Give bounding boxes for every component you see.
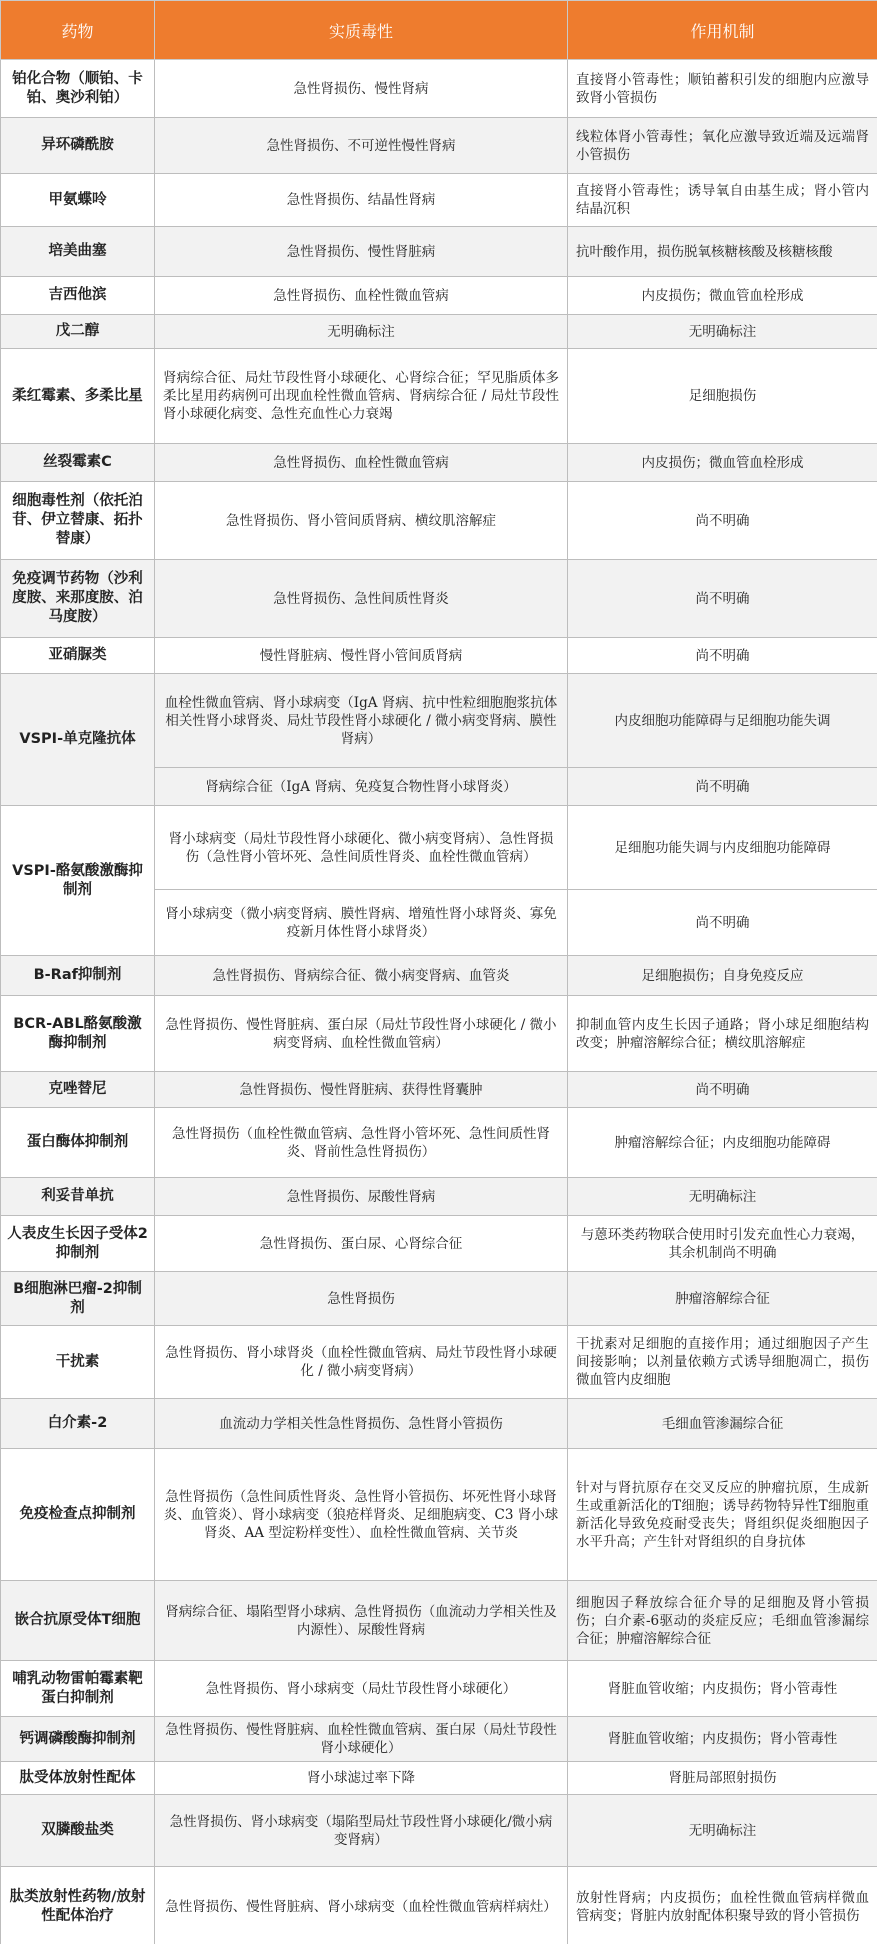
header-toxicity: 实质毒性 [155, 1, 568, 60]
table-row [1, 277, 877, 315]
toxicity-cell: 肾小球病变（微小病变肾病、膜性肾病、增殖性肾小球肾炎、寡免疫新月体性肾小球肾炎） [155, 890, 568, 956]
table-row [1, 174, 877, 227]
toxicity-cell: 急性肾损伤、肾病综合征、微小病变肾病、血管炎 [155, 956, 568, 996]
toxicity-cell: 急性肾损伤（急性间质性肾炎、急性肾小管损伤、坏死性肾小球肾炎、血管炎）、肾小球病变（狼疮样肾炎、足细胞病变、C3 肾小球肾炎、AA 型淀粉样变性）、血栓性微血管病、关节炎 [155, 1449, 568, 1581]
table-row [1, 1326, 877, 1399]
toxicity-cell: 急性肾损伤、慢性肾脏病 [155, 227, 568, 277]
mechanism-cell: 尚不明确 [568, 482, 877, 560]
drug-cell: B细胞淋巴瘤-2抑制剂 [1, 1272, 155, 1326]
drug-cell: 克唑替尼 [1, 1072, 155, 1108]
toxicity-cell: 无明确标注 [155, 315, 568, 349]
mechanism-cell: 肾脏血管收缩；内皮损伤；肾小管毒性 [568, 1717, 877, 1762]
table-header-row [1, 1, 877, 60]
mechanism-cell: 肿瘤溶解综合征；内皮细胞功能障碍 [568, 1108, 877, 1178]
mechanism-cell: 尚不明确 [568, 1072, 877, 1108]
mechanism-cell: 抗叶酸作用，损伤脱氧核糖核酸及核糖核酸 [568, 227, 877, 277]
table-row [1, 1661, 877, 1717]
mechanism-cell: 尚不明确 [568, 768, 877, 806]
drug-cell: 蛋白酶体抑制剂 [1, 1108, 155, 1178]
toxicity-cell: 急性肾损伤、结晶性肾病 [155, 174, 568, 227]
mechanism-cell: 抑制血管内皮生长因子通路；肾小球足细胞结构改变；肿瘤溶解综合征；横纹肌溶解症 [568, 996, 877, 1072]
toxicity-cell: 血流动力学相关性急性肾损伤、急性肾小管损伤 [155, 1399, 568, 1449]
mechanism-cell: 足细胞功能失调与内皮细胞功能障碍 [568, 806, 877, 890]
drug-cell: 铂化合物（顺铂、卡铂、奥沙利铂） [1, 60, 155, 118]
toxicity-cell: 急性肾损伤、肾小球病变（塌陷型局灶节段性肾小球硬化/微小病变肾病） [155, 1795, 568, 1867]
mechanism-cell: 尚不明确 [568, 638, 877, 674]
table-row [1, 1449, 877, 1581]
mechanism-cell: 内皮细胞功能障碍与足细胞功能失调 [568, 674, 877, 768]
table-row [1, 118, 877, 174]
table-row [1, 444, 877, 482]
mechanism-cell: 干扰素对足细胞的直接作用；通过细胞因子产生间接影响；以剂量依赖方式诱导细胞凋亡，损伤微血管内皮细胞 [568, 1326, 877, 1399]
mechanism-cell: 与蒽环类药物联合使用时引发充血性心力衰竭，其余机制尚不明确 [568, 1216, 877, 1272]
mechanism-cell: 无明确标注 [568, 1178, 877, 1216]
table-row [1, 996, 877, 1072]
toxicity-cell: 急性肾损伤、血栓性微血管病 [155, 444, 568, 482]
drug-cell: 哺乳动物雷帕霉素靶蛋白抑制剂 [1, 1661, 155, 1717]
toxicity-cell: 急性肾损伤、急性间质性肾炎 [155, 560, 568, 638]
toxicity-cell: 急性肾损伤、肾小球肾炎（血栓性微血管病、局灶节段性肾小球硬化 / 微小病变肾病） [155, 1326, 568, 1399]
mechanism-cell: 内皮损伤；微血管血栓形成 [568, 444, 877, 482]
mechanism-cell: 足细胞损伤 [568, 349, 877, 444]
drug-cell: 亚硝脲类 [1, 638, 155, 674]
table-row [1, 60, 877, 118]
mechanism-cell: 直接肾小管毒性；顺铂蓄积引发的细胞内应激导致肾小管损伤 [568, 60, 877, 118]
drug-cell: B-Raf抑制剂 [1, 956, 155, 996]
header-drug: 药物 [1, 1, 155, 60]
toxicity-cell: 急性肾损伤、慢性肾脏病、蛋白尿（局灶节段性肾小球硬化 / 微小病变肾病、血栓性微血管病） [155, 996, 568, 1072]
table-row [1, 482, 877, 560]
mechanism-cell: 针对与肾抗原存在交叉反应的肿瘤抗原，生成新生或重新活化的T细胞；诱导药物特异性T细胞重新活化导致免疫耐受丧失；肾组织促炎细胞因子水平升高；产生针对肾组织的自身抗体 [568, 1449, 877, 1581]
toxicity-cell: 急性肾损伤（血栓性微血管病、急性肾小管坏死、急性间质性肾炎、肾前性急性肾损伤） [155, 1108, 568, 1178]
drug-cell: 利妥昔单抗 [1, 1178, 155, 1216]
drug-cell: BCR-ABL酪氨酸激酶抑制剂 [1, 996, 155, 1072]
drug-cell: 柔红霉素、多柔比星 [1, 349, 155, 444]
toxicity-cell: 急性肾损伤 [155, 1272, 568, 1326]
toxicity-cell: 急性肾损伤、蛋白尿、心肾综合征 [155, 1216, 568, 1272]
drug-cell: 甲氨蝶呤 [1, 174, 155, 227]
mechanism-cell: 放射性肾病；内皮损伤；血栓性微血管病样微血管病变；肾脏内放射配体积聚导致的肾小管损伤 [568, 1867, 877, 1944]
drug-cell: 干扰素 [1, 1326, 155, 1399]
drug-cell: 培美曲塞 [1, 227, 155, 277]
table-row [1, 227, 877, 277]
table-row [1, 956, 877, 996]
table-row [1, 560, 877, 638]
drug-cell: 肽类放射性药物/放射性配体治疗 [1, 1867, 155, 1944]
table-row [1, 1399, 877, 1449]
toxicity-cell: 急性肾损伤、肾小管间质肾病、横纹肌溶解症 [155, 482, 568, 560]
drug-cell: 吉西他滨 [1, 277, 155, 315]
toxicity-cell: 急性肾损伤、慢性肾脏病、血栓性微血管病、蛋白尿（局灶节段性肾小球硬化） [155, 1717, 568, 1762]
table-row [1, 806, 877, 890]
drug-cell: 嵌合抗原受体T细胞 [1, 1581, 155, 1661]
drug-cell: 免疫检查点抑制剂 [1, 1449, 155, 1581]
table-row [1, 1581, 877, 1661]
drug-cell: 人表皮生长因子受体2抑制剂 [1, 1216, 155, 1272]
toxicity-cell: 肾病综合征、塌陷型肾小球病、急性肾损伤（血流动力学相关性及内源性）、尿酸性肾病 [155, 1581, 568, 1661]
toxicity-cell: 慢性肾脏病、慢性肾小管间质肾病 [155, 638, 568, 674]
table-row [1, 1795, 877, 1867]
mechanism-cell: 细胞因子释放综合征介导的足细胞及肾小管损伤；白介素-6驱动的炎症反应；毛细血管渗漏综合征；肿瘤溶解综合征 [568, 1581, 877, 1661]
mechanism-cell: 肾脏局部照射损伤 [568, 1762, 877, 1795]
table-row [1, 1717, 877, 1762]
mechanism-cell: 尚不明确 [568, 890, 877, 956]
toxicity-cell: 肾病综合征、局灶节段性肾小球硬化、心肾综合征；罕见脂质体多柔比星用药病例可出现血栓性微血管病、肾病综合征 / 局灶节段性肾小球硬化病变、急性充血性心力衰竭 [155, 349, 568, 444]
mechanism-cell: 尚不明确 [568, 560, 877, 638]
drug-cell: 异环磷酰胺 [1, 118, 155, 174]
table-row [1, 1216, 877, 1272]
toxicity-cell: 血栓性微血管病、肾小球病变（IgA 肾病、抗中性粒细胞胞浆抗体相关性肾小球肾炎、局灶节段性肾小球硬化 / 微小病变肾病、膜性肾病） [155, 674, 568, 768]
drug-cell: 细胞毒性剂（依托泊苷、伊立替康、拓扑替康） [1, 482, 155, 560]
mechanism-cell: 内皮损伤；微血管血栓形成 [568, 277, 877, 315]
mechanism-cell: 足细胞损伤；自身免疫反应 [568, 956, 877, 996]
mechanism-cell: 肿瘤溶解综合征 [568, 1272, 877, 1326]
drug-cell: 免疫调节药物（沙利度胺、来那度胺、泊马度胺） [1, 560, 155, 638]
table-row [1, 1072, 877, 1108]
table-row [1, 349, 877, 444]
toxicity-cell: 急性肾损伤、慢性肾脏病、获得性肾囊肿 [155, 1072, 568, 1108]
toxicity-cell: 急性肾损伤、尿酸性肾病 [155, 1178, 568, 1216]
table-row [1, 1108, 877, 1178]
mechanism-cell: 肾脏血管收缩；内皮损伤；肾小管毒性 [568, 1661, 877, 1717]
table-row [1, 674, 877, 768]
toxicity-cell: 肾病综合征（IgA 肾病、免疫复合物性肾小球肾炎） [155, 768, 568, 806]
table-row [1, 1867, 877, 1944]
drug-cell: 钙调磷酸酶抑制剂 [1, 1717, 155, 1762]
drug-cell: 丝裂霉素C [1, 444, 155, 482]
drug-cell: 双膦酸盐类 [1, 1795, 155, 1867]
table-row [1, 1178, 877, 1216]
toxicity-cell: 急性肾损伤、不可逆性慢性肾病 [155, 118, 568, 174]
table-row [1, 1272, 877, 1326]
drug-cell: 戊二醇 [1, 315, 155, 349]
drug-cell: VSPI-酪氨酸激酶抑制剂 [1, 806, 155, 956]
drug-cell: 肽受体放射性配体 [1, 1762, 155, 1795]
drug-cell: VSPI-单克隆抗体 [1, 674, 155, 806]
mechanism-cell: 无明确标注 [568, 315, 877, 349]
table-row [1, 315, 877, 349]
toxicity-cell: 急性肾损伤、慢性肾病 [155, 60, 568, 118]
mechanism-cell: 直接肾小管毒性；诱导氧自由基生成；肾小管内结晶沉积 [568, 174, 877, 227]
mechanism-cell: 线粒体肾小管毒性；氧化应激导致近端及远端肾小管损伤 [568, 118, 877, 174]
toxicity-cell: 急性肾损伤、慢性肾脏病、肾小球病变（血栓性微血管病样病灶） [155, 1867, 568, 1944]
toxicity-cell: 急性肾损伤、血栓性微血管病 [155, 277, 568, 315]
mechanism-cell: 毛细血管渗漏综合征 [568, 1399, 877, 1449]
toxicity-cell: 急性肾损伤、肾小球病变（局灶节段性肾小球硬化） [155, 1661, 568, 1717]
toxicity-cell: 肾小球滤过率下降 [155, 1762, 568, 1795]
table-row [1, 1762, 877, 1795]
table-row [1, 638, 877, 674]
toxicity-cell: 肾小球病变（局灶节段性肾小球硬化、微小病变肾病）、急性肾损伤（急性肾小管坏死、急性间质性肾炎、血栓性微血管病） [155, 806, 568, 890]
mechanism-cell: 无明确标注 [568, 1795, 877, 1867]
drug-cell: 白介素-2 [1, 1399, 155, 1449]
header-mechanism: 作用机制 [568, 1, 877, 60]
